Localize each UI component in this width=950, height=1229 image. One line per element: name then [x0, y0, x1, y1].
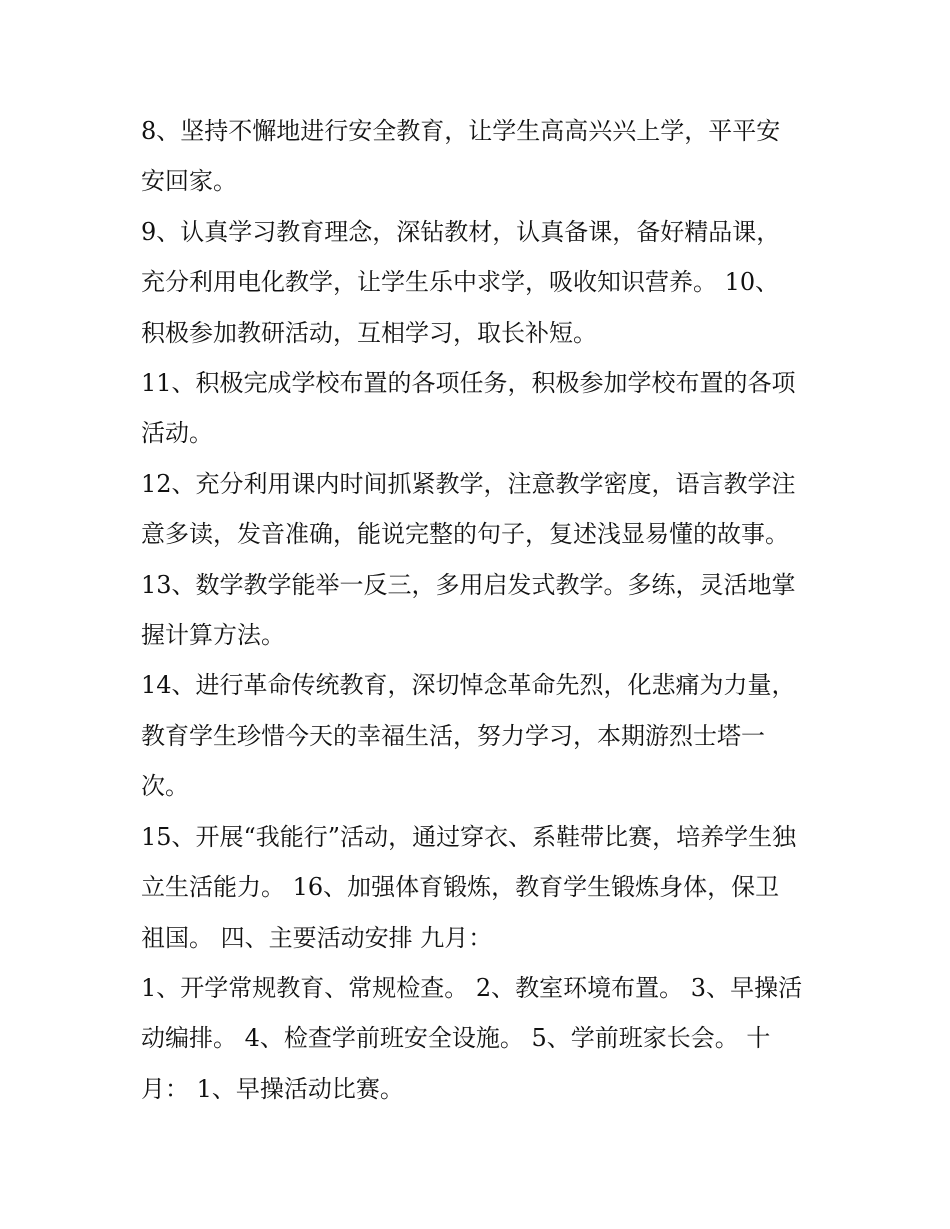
text-line: 月： 1、早操活动比赛。: [141, 1074, 404, 1103]
text-line: 安回家。: [141, 167, 237, 196]
text-line: 意多读，发音准确，能说完整的句子，复述浅显易懂的故事。: [141, 520, 789, 549]
text-line: 动编排。 4、检查学前班安全设施。 5、学前班家长会。 十: [141, 1024, 771, 1053]
document-body: [141, 106, 821, 1114]
text-line: 立生活能力。 16、加强体育锻炼，教育学生锻炼身体，保卫: [141, 873, 780, 902]
text-line: 积极参加教研活动，互相学习，取长补短。: [141, 318, 597, 347]
text-line: 8、坚持不懈地进行安全教育，让学生高高兴兴上学，平平安: [141, 117, 781, 145]
text-line: 握计算方法。: [141, 621, 285, 650]
text-line: 12、充分利用课内时间抓紧教学，注意教学密度，语言教学注: [141, 469, 796, 498]
text-line: 活动。: [141, 419, 213, 448]
text-line: 1、开学常规教育、常规检查。 2、教室环境布置。 3、早操活: [141, 973, 803, 1002]
text-line: 11、积极完成学校布置的各项任务，积极参加学校布置的各项: [141, 369, 796, 398]
text-line: 13、数学教学能举一反三，多用启发式教学。多练，灵活地掌: [141, 570, 796, 599]
text-line: 祖国。 四、主要活动安排 九月：: [141, 923, 493, 952]
text-line: 14、进行革命传统教育，深切悼念革命先烈，化悲痛为力量，: [141, 671, 796, 700]
text-line: 教育学生珍惜今天的幸福生活，努力学习，本期游烈士塔一: [141, 721, 765, 750]
text-line: 9、认真学习教育理念，深钻教材，认真备课，备好精品课，: [141, 217, 781, 246]
text-line: 充分利用电化教学，让学生乐中求学，吸收知识营养。 10、: [141, 268, 780, 297]
text-line: 次。: [141, 772, 189, 801]
text-line: 15、开展“我能行”活动，通过穿衣、系鞋带比赛，培养学生独: [141, 822, 797, 851]
